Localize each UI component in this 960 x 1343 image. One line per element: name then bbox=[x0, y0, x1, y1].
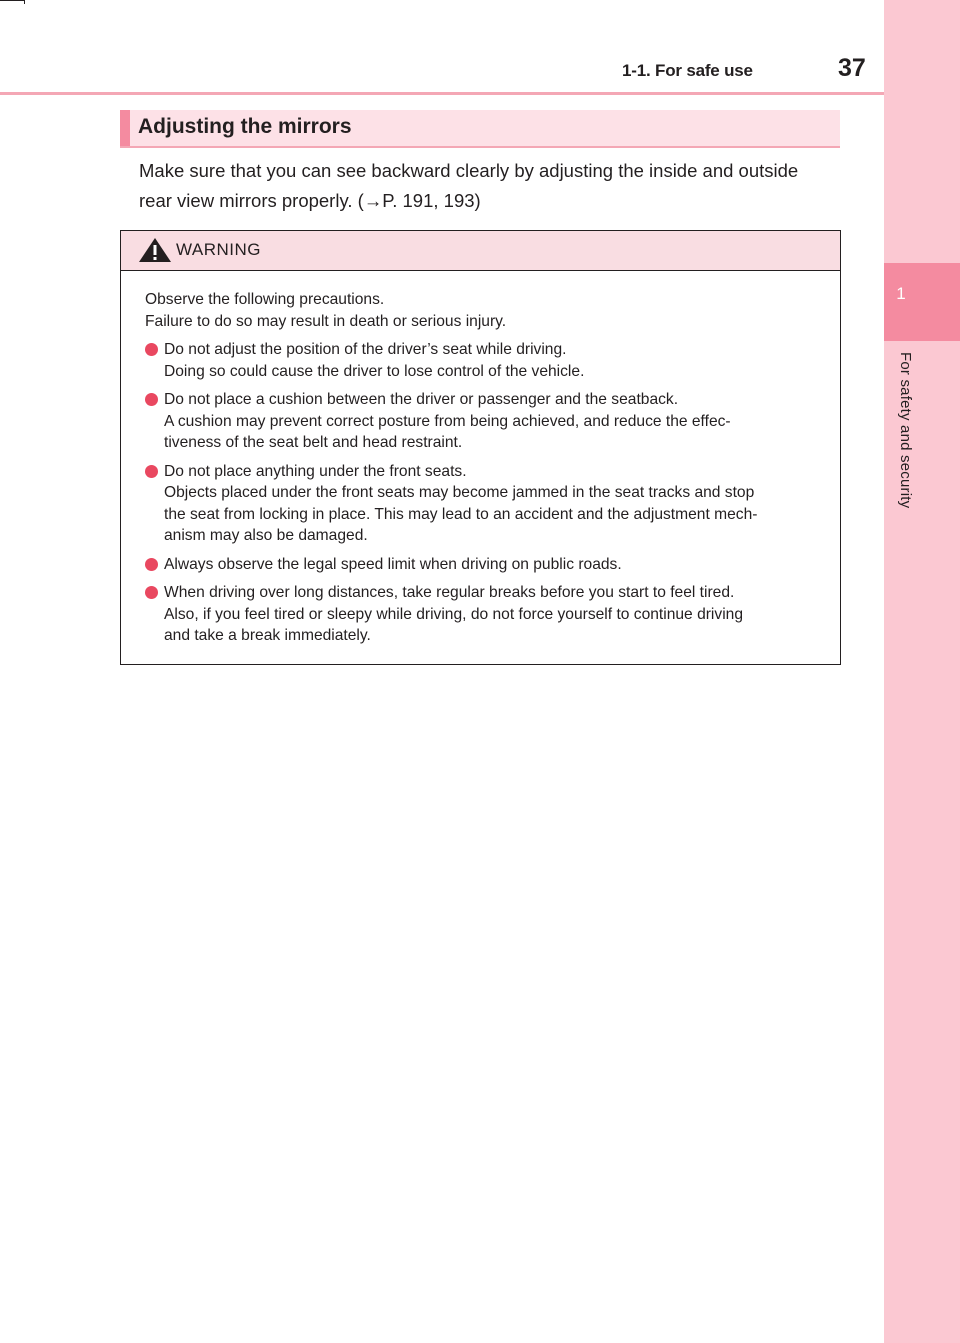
crop-mark-top-left-vertical bbox=[24, 0, 25, 4]
warning-item-title: Do not place anything under the front seats. bbox=[164, 462, 467, 480]
warning-lead: Observe the following precautions. bbox=[145, 291, 385, 308]
warning-header bbox=[121, 231, 840, 271]
warning-item-line: Also, if you feel tired or sleepy while driving, do not force yourself to continue driving bbox=[164, 605, 744, 623]
chapter-title: For safety and security bbox=[897, 352, 914, 509]
intro-line: rear view mirrors properly. (→P. 191, 193) bbox=[139, 190, 481, 211]
warning-item-title: When driving over long distances, take regular breaks before you start to feel tired. bbox=[164, 584, 735, 601]
warning-item-line: anism may also be damaged. bbox=[164, 527, 368, 544]
warning-item-title: Always observe the legal speed limit when driving on public roads. bbox=[164, 555, 622, 573]
warning-item bbox=[145, 339, 835, 382]
warning-item-line: Doing so could cause the driver to lose control of the vehicle. bbox=[164, 362, 585, 380]
section-heading-bar bbox=[120, 110, 840, 148]
warning-item-line: the seat from locking in place. This may lead to an accident and the adjustment mech- bbox=[164, 505, 758, 523]
bullet-icon bbox=[145, 586, 158, 599]
warning-item-title: Do not adjust the position of the driver’s seat while driving. bbox=[164, 341, 567, 358]
page-number: 37 bbox=[838, 54, 866, 82]
warning-lead: Failure to do so may result in death or serious injury. bbox=[145, 312, 507, 330]
bullet-icon bbox=[145, 393, 158, 406]
warning-item-line: and take a break immediately. bbox=[164, 627, 371, 644]
section-title: 1-1. For safe use bbox=[622, 61, 753, 80]
warning-triangle-icon bbox=[138, 237, 172, 268]
crop-mark-top-left bbox=[0, 0, 24, 1]
warning-box bbox=[120, 230, 841, 665]
warning-item bbox=[145, 461, 835, 547]
intro-paragraph bbox=[139, 156, 845, 216]
header-rule bbox=[0, 92, 884, 95]
bullet-icon bbox=[145, 558, 158, 571]
section-heading: Adjusting the mirrors bbox=[138, 115, 352, 138]
warning-item bbox=[145, 389, 835, 454]
warning-title: WARNING bbox=[176, 240, 262, 259]
warning-item bbox=[145, 582, 835, 647]
warning-item-line: Objects placed under the front seats may become jammed in the seat tracks and stop bbox=[164, 484, 755, 501]
heading-accent bbox=[120, 110, 130, 146]
warning-item bbox=[145, 554, 835, 576]
warning-item-title: Do not place a cushion between the driver or passenger and the seatback. bbox=[164, 391, 679, 408]
chapter-sidebar bbox=[884, 0, 960, 1343]
warning-item-line: A cushion may prevent correct posture from being achieved, and reduce the effec- bbox=[164, 412, 731, 430]
warning-body bbox=[145, 289, 835, 647]
chapter-number: 1 bbox=[896, 284, 906, 303]
bullet-icon bbox=[145, 343, 158, 356]
warning-item-line: tiveness of the seat belt and head restraint. bbox=[164, 434, 463, 451]
bullet-icon bbox=[145, 465, 158, 478]
intro-line: Make sure that you can see backward clearly by adjusting the inside and outside bbox=[139, 160, 799, 181]
